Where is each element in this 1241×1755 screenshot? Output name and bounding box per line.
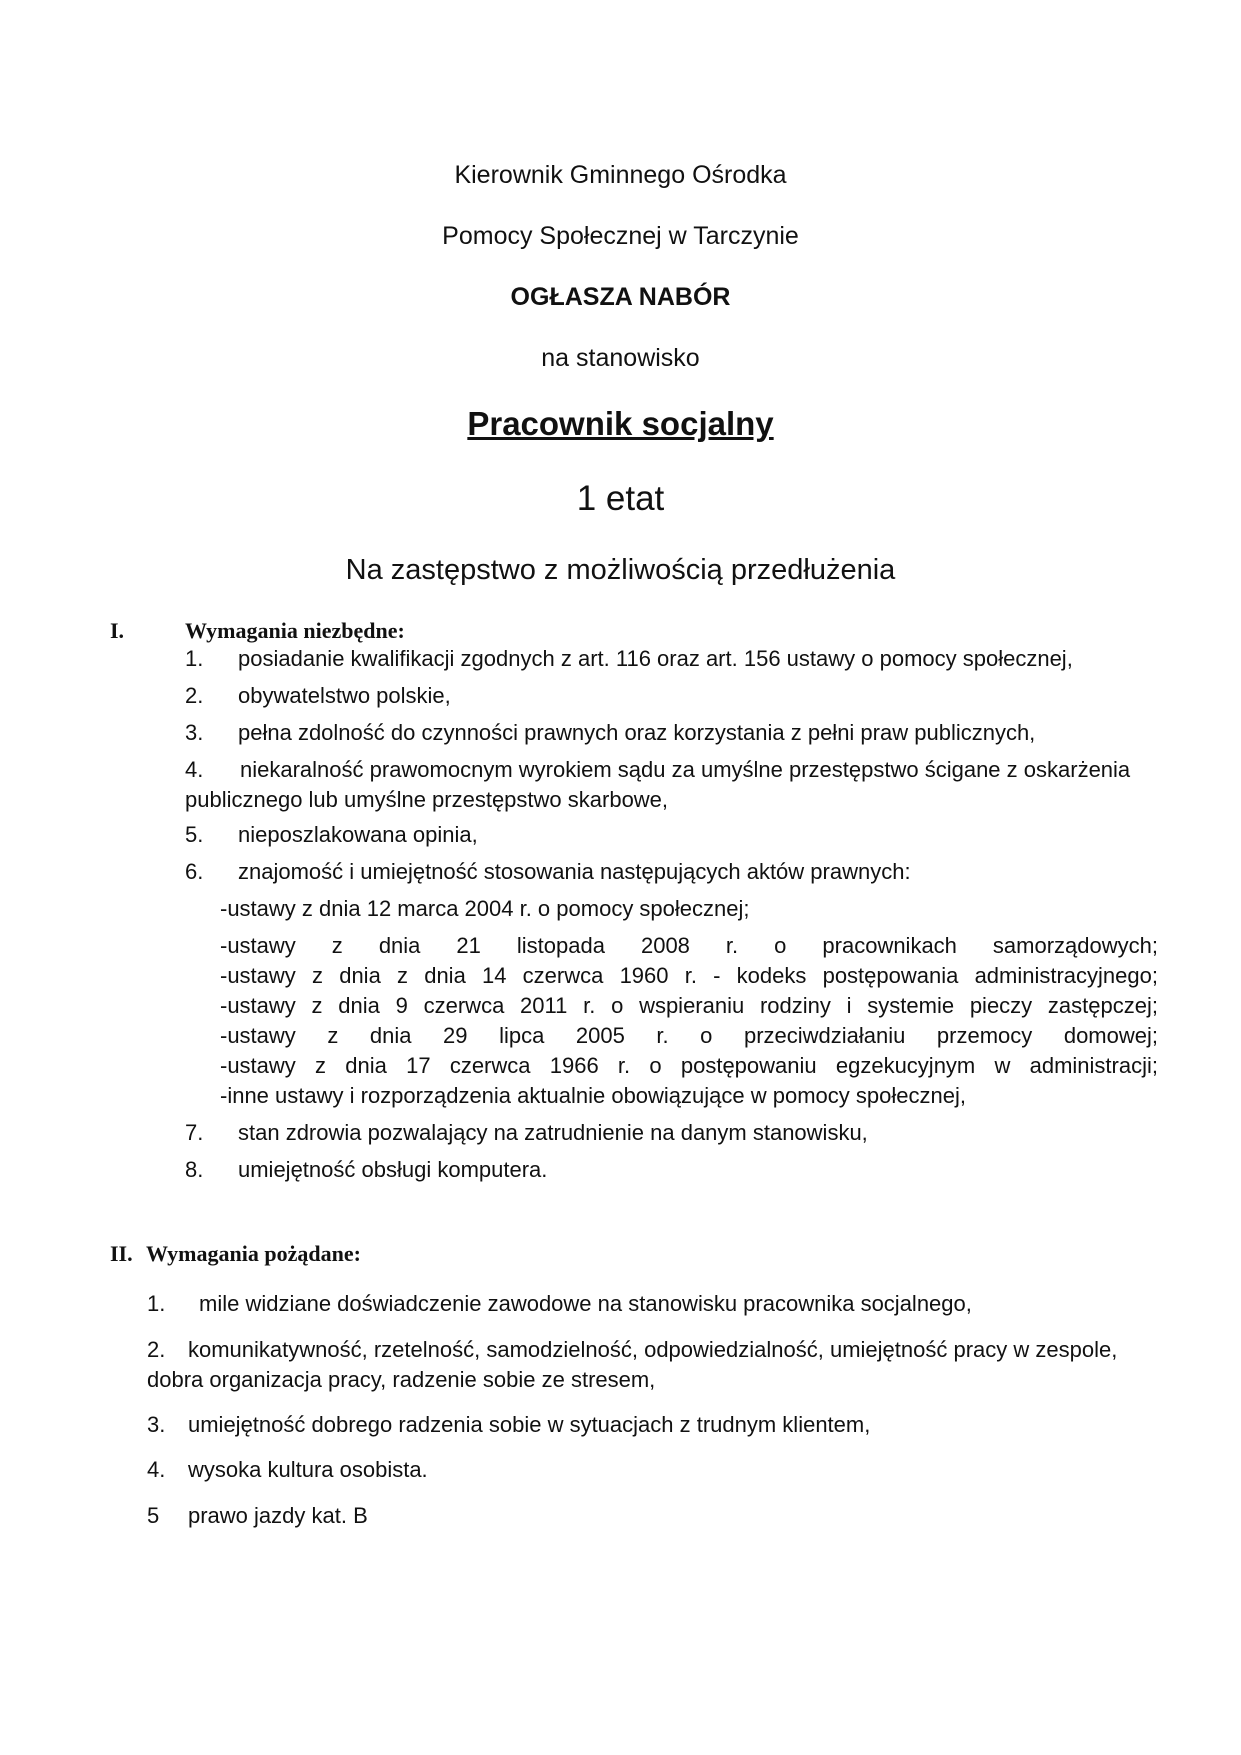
list-item-number: 2. [147, 1337, 166, 1362]
list-item-text: obywatelstwo polskie, [238, 683, 451, 708]
position-title: Pracownik socjalny [467, 405, 774, 442]
legal-act-item: -inne ustawy i rozporządzenia aktualnie obowiązujące w pomocy społecznej, [220, 1083, 966, 1108]
header-line-4: na stanowisko [541, 344, 700, 372]
legal-act-item: -ustawy z dnia 9 czerwca 2011 r. o wspieraniu rodziny i systemie pieczy zastępczej; [220, 993, 1158, 1018]
list-item-number: 5 [147, 1503, 160, 1528]
list-item-text: posiadanie kwalifikacji zgodnych z art. 116 oraz art. 156 ustawy o pomocy społecznej, [238, 646, 1073, 671]
header-line-1: Kierownik Gminnego Ośrodka [454, 161, 787, 189]
header-line-2: Pomocy Społecznej w Tarczynie [442, 222, 799, 250]
legal-act-item: -ustawy z dnia 17 czerwca 1966 r. o postępowaniu egzekucyjnym w administracji; [220, 1053, 1158, 1078]
list-item-number: 2. [185, 683, 204, 708]
list-item-number: 4. [185, 757, 204, 782]
section-2-marker: II. [110, 1241, 133, 1266]
legal-act-item: -ustawy z dnia z dnia 14 czerwca 1960 r. - kodeks postępowania administracyjnego; [220, 963, 1158, 988]
list-item-text: nieposzlakowana opinia, [238, 822, 478, 847]
list-item-text: wysoka kultura osobista. [188, 1457, 428, 1482]
section-1-marker: I. [110, 618, 125, 643]
list-item-number: 5. [185, 822, 204, 847]
section-1-title: Wymagania niezbędne: [185, 618, 405, 643]
list-item-text: znajomość i umiejętność stosowania następujących aktów prawnych: [238, 859, 911, 884]
section-2-title: Wymagania pożądane: [146, 1241, 361, 1266]
list-item-text: mile widziane doświadczenie zawodowe na stanowisku pracownika socjalnego, [199, 1291, 972, 1316]
legal-act-item: -ustawy z dnia 29 lipca 2005 r. o przeciwdziałaniu przemocy domowej; [220, 1023, 1158, 1048]
list-item-number: 1. [185, 646, 204, 671]
list-item-text-continued: publicznego lub umyślne przestępstwo skarbowe, [185, 787, 669, 812]
list-item-text: umiejętność dobrego radzenia sobie w sytuacjach z trudnym klientem, [188, 1412, 871, 1437]
list-item-number: 6. [185, 859, 204, 884]
list-item-number: 1. [147, 1291, 166, 1316]
list-item-text: niekaralność prawomocnym wyrokiem sądu za umyślne przestępstwo ścigane z oskarżenia [240, 757, 1131, 782]
list-item-text: umiejętność obsługi komputera. [238, 1157, 548, 1182]
list-item-text: stan zdrowia pozwalający na zatrudnienie na danym stanowisku, [238, 1120, 868, 1145]
legal-act-item: -ustawy z dnia 21 listopada 2008 r. o pracownikach samorządowych; [220, 933, 1158, 958]
list-item-number: 3. [147, 1412, 166, 1437]
list-item-text: komunikatywność, rzetelność, samodzielność, odpowiedzialność, umiejętność pracy w zespole, [188, 1337, 1118, 1362]
announcement-heading: OGŁASZA NABÓR [510, 283, 731, 311]
list-item-text-continued: dobra organizacja pracy, radzenie sobie ze stresem, [147, 1367, 656, 1392]
subtitle: Na zastępstwo z możliwością przedłużenia [345, 554, 896, 586]
list-item-text: pełna zdolność do czynności prawnych oraz korzystania z pełni praw publicznych, [238, 720, 1036, 745]
legal-act-item: -ustawy z dnia 12 marca 2004 r. o pomocy społecznej; [220, 896, 750, 921]
list-item-number: 4. [147, 1457, 166, 1482]
list-item-number: 8. [185, 1157, 204, 1182]
list-item-number: 7. [185, 1120, 204, 1145]
list-item-text: prawo jazdy kat. B [188, 1503, 368, 1528]
etat-line: 1 etat [576, 479, 665, 518]
list-item-number: 3. [185, 720, 204, 745]
